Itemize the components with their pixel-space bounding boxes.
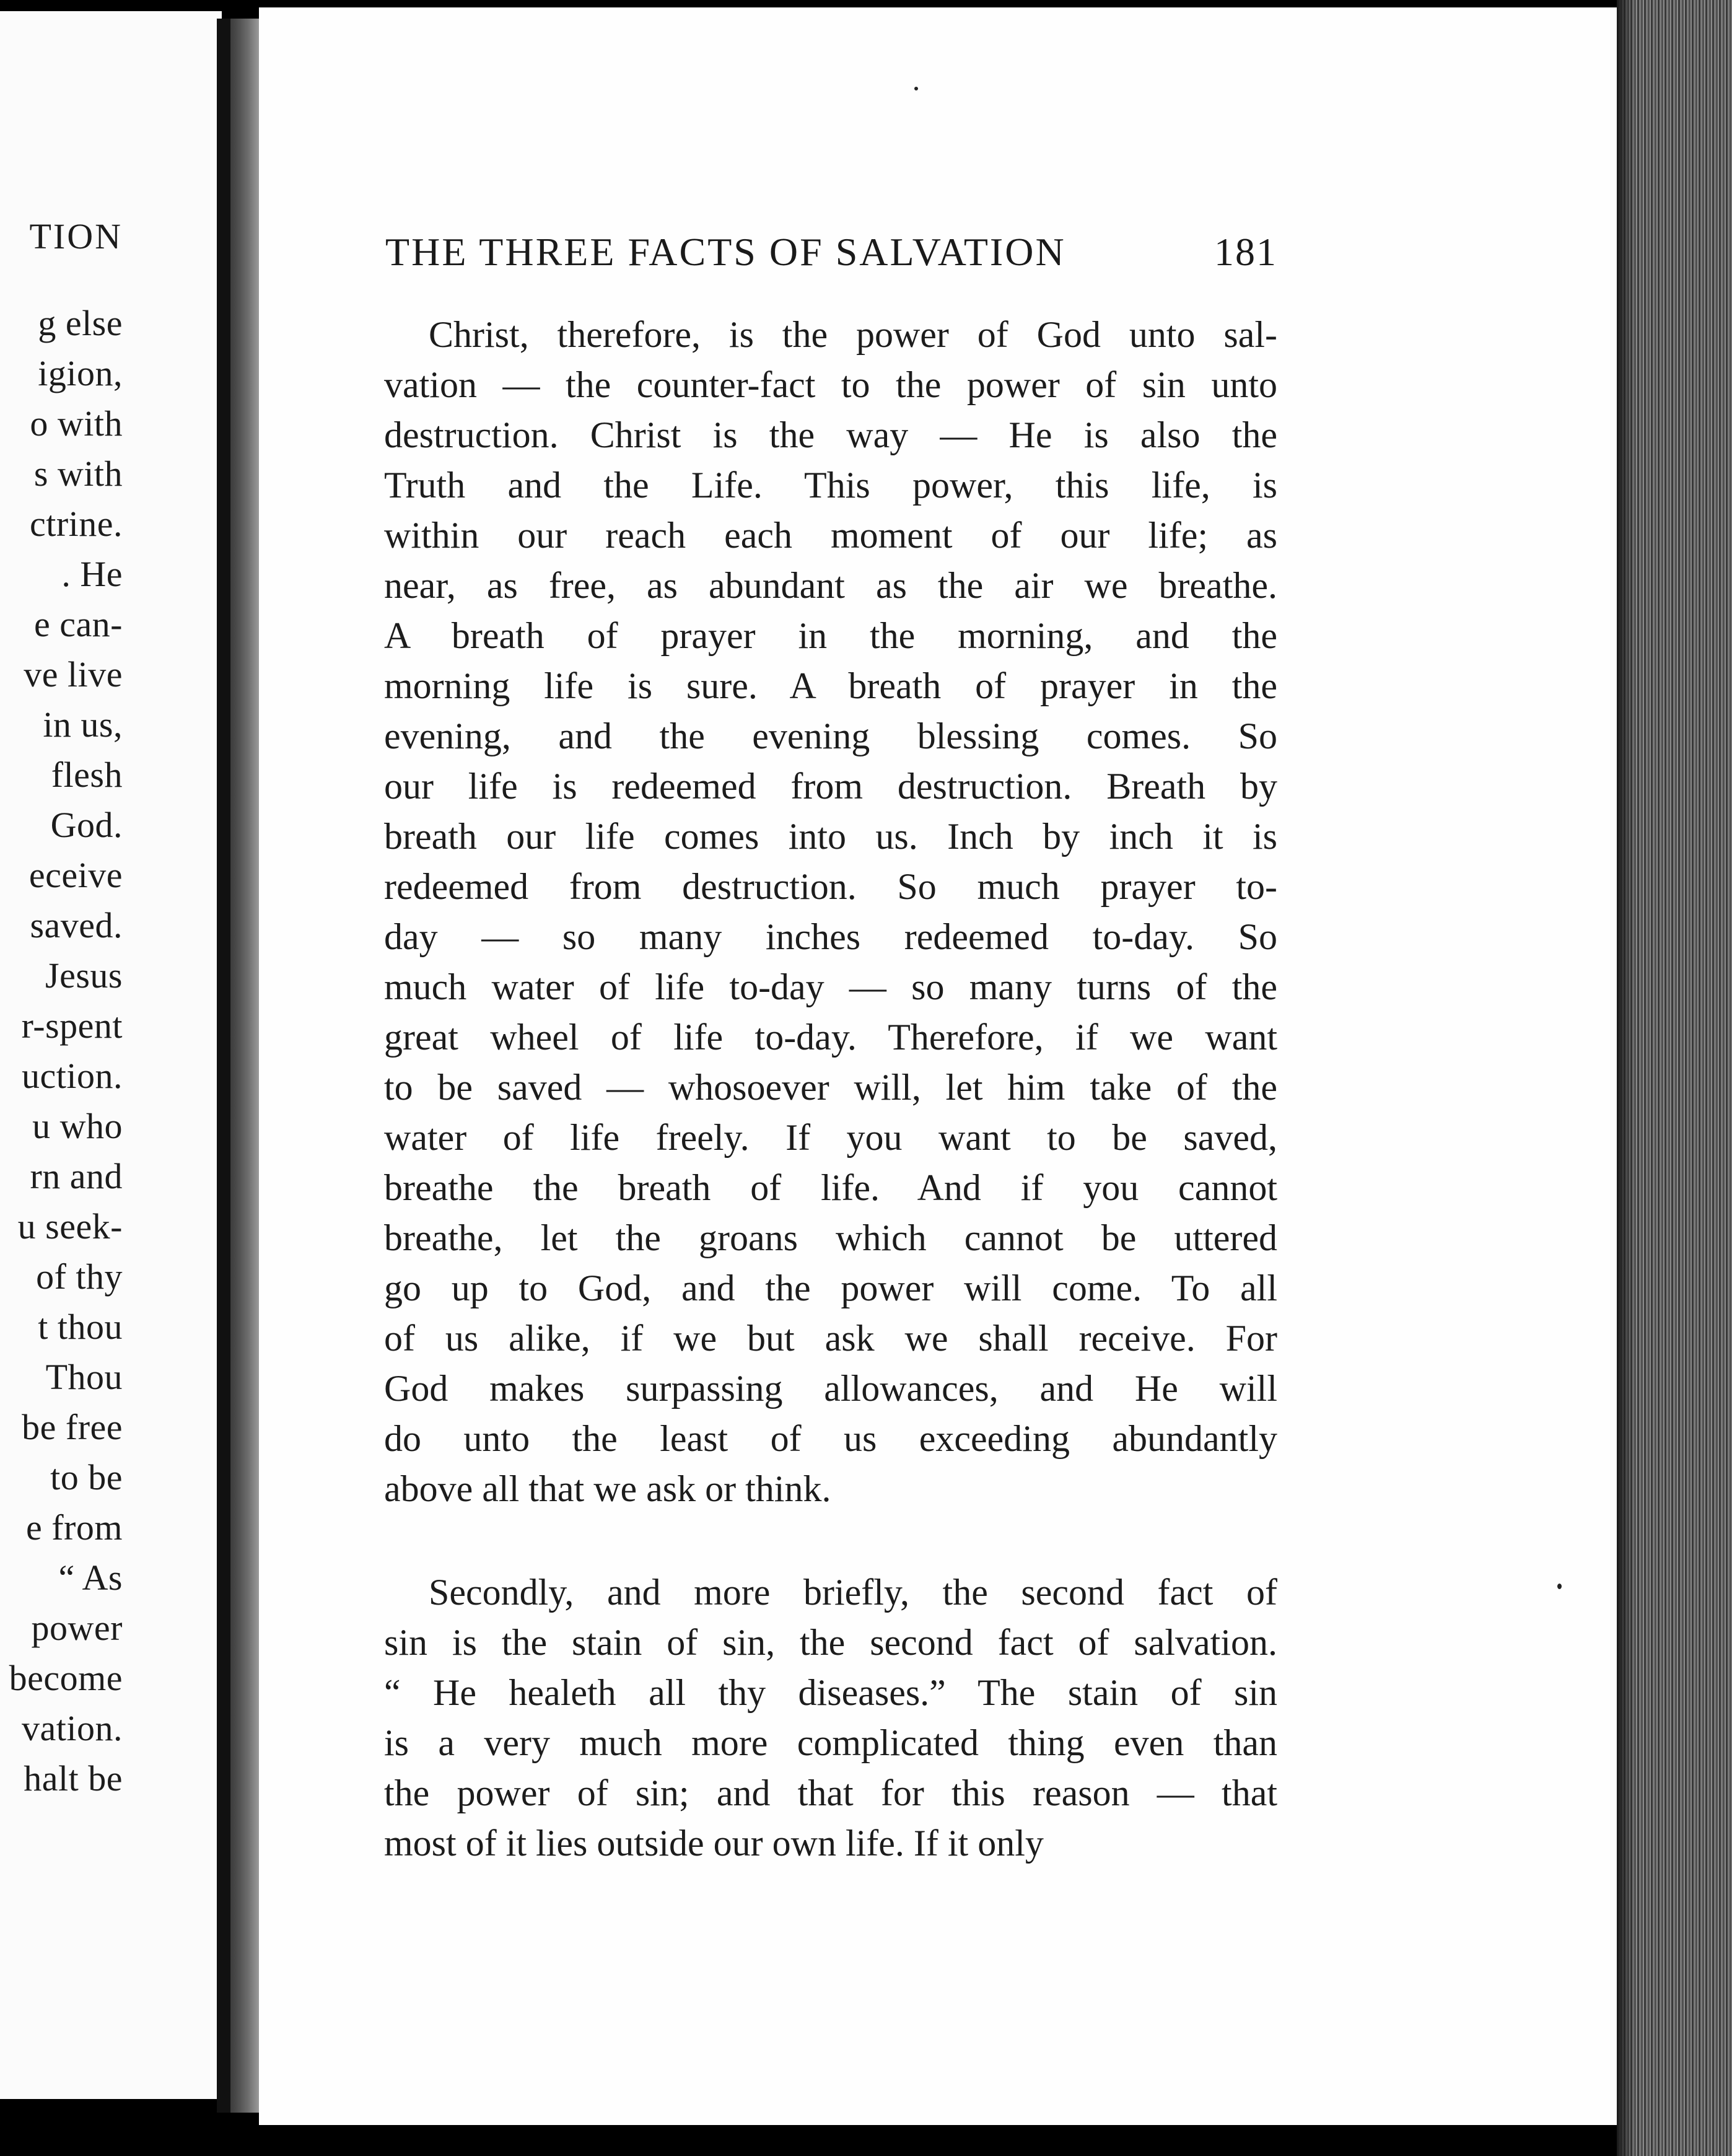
facing-page-line: u seek- (17, 1206, 123, 1247)
text-line: day — so many inches redeemed to-day. So (384, 916, 1277, 957)
facing-page-line: u who (32, 1106, 123, 1146)
facing-page-line: e can- (33, 604, 123, 644)
facing-page-line: uction. (22, 1056, 123, 1096)
facing-page-line: vation. (22, 1708, 123, 1748)
text-line: water of life freely. If you want to be saved, (384, 1117, 1277, 1158)
facing-page-line: e from (26, 1507, 123, 1548)
body-paragraph-1 (384, 310, 1277, 1514)
text-line: breathe, let the groans which cannot be uttered (384, 1217, 1277, 1258)
facing-page-line: to be (50, 1457, 123, 1497)
facing-page-line: halt be (24, 1758, 123, 1799)
text-line: to be saved — whosoever will, let him take of the (384, 1067, 1277, 1108)
facing-page-line: t thou (38, 1307, 123, 1347)
text-line: Christ, therefore, is the power of God unto sal- (429, 314, 1277, 355)
page-edges-shadow (1617, 0, 1635, 2156)
text-line: vation — the counter-fact to the power of sin unto (384, 364, 1277, 405)
facing-page-line: g else (38, 303, 123, 343)
facing-page-line: Jesus (45, 955, 123, 996)
text-line: our life is redeemed from destruction. Breath by (384, 766, 1277, 807)
text-line: near, as free, as abundant as the air we breathe. (384, 565, 1277, 606)
text-line: morning life is sure. A breath of prayer in the (384, 665, 1277, 706)
text-line: great wheel of life to-day. Therefore, if we want (384, 1017, 1277, 1058)
running-head (385, 229, 1277, 285)
facing-page-line: in us, (43, 704, 123, 745)
facing-page-line: ctrine. (29, 504, 123, 544)
text-line: of us alike, if we but ask we shall receive. For (384, 1318, 1277, 1359)
facing-page-line: igion, (38, 353, 123, 393)
text-line: destruction. Christ is the way — He is also the (384, 414, 1277, 455)
facing-page-line: become (9, 1658, 123, 1698)
body-paragraph-2 (384, 1567, 1277, 1869)
text-line: Secondly, and more briefly, the second fact of (429, 1572, 1277, 1613)
running-head-title: THE THREE FACTS OF SALVATION (385, 230, 1066, 274)
text-line: much water of life to-day — so many turns of the (384, 966, 1277, 1007)
text-line: God makes surpassing allowances, and He will (384, 1368, 1277, 1409)
text-line: go up to God, and the power will come. To all (384, 1268, 1277, 1308)
text-line: do unto the least of us exceeding abundantly (384, 1418, 1277, 1459)
text-line: sin is the stain of sin, the second fact of salvation. (384, 1622, 1277, 1663)
facing-page-line: eceive (28, 855, 123, 895)
facing-page-line: s with (33, 454, 123, 494)
facing-page-line: o with (30, 403, 123, 444)
facing-page-line: power (31, 1608, 123, 1648)
facing-page-line: . He (61, 554, 123, 594)
text-line: most of it lies outside our own life. If it only (384, 1823, 1044, 1864)
text-line: breathe the breath of life. And if you cannot (384, 1167, 1277, 1208)
facing-page-line: be free (22, 1407, 123, 1447)
scan-speck (914, 87, 918, 90)
text-line: the power of sin; and that for this reason — that (384, 1773, 1277, 1813)
facing-page-line: Thou (45, 1357, 123, 1397)
text-line: above all that we ask or think. (384, 1468, 831, 1509)
facing-page-line: of thy (36, 1256, 123, 1297)
text-line: “ He healeth all thy diseases.” The stain of sin (384, 1672, 1277, 1713)
facing-page-left (0, 11, 222, 2099)
book-gutter-crease (217, 19, 230, 2113)
facing-page-line: ve live (24, 654, 123, 695)
page-number: 181 (1214, 230, 1277, 274)
text-line: breath our life comes into us. Inch by inch it is (384, 816, 1277, 857)
facing-page-line: flesh (51, 755, 123, 795)
scan-speck (1557, 1584, 1562, 1589)
text-line: Truth and the Life. This power, this life, is (384, 465, 1277, 506)
text-line: A breath of prayer in the morning, and the (384, 615, 1277, 656)
facing-page-line: rn and (30, 1156, 123, 1196)
facing-page-line: “ As (58, 1558, 123, 1598)
facing-page-line: saved. (30, 905, 123, 945)
facing-page-running-head: TION (29, 216, 123, 256)
text-line: within our reach each moment of our life; as (384, 515, 1277, 556)
text-line: redeemed from destruction. So much prayer to- (384, 866, 1277, 907)
text-line: evening, and the evening blessing comes. So (384, 716, 1277, 756)
facing-page-line: r-spent (21, 1006, 123, 1046)
facing-page-line: God. (50, 805, 123, 845)
text-line: is a very much more complicated thing even than (384, 1722, 1277, 1763)
